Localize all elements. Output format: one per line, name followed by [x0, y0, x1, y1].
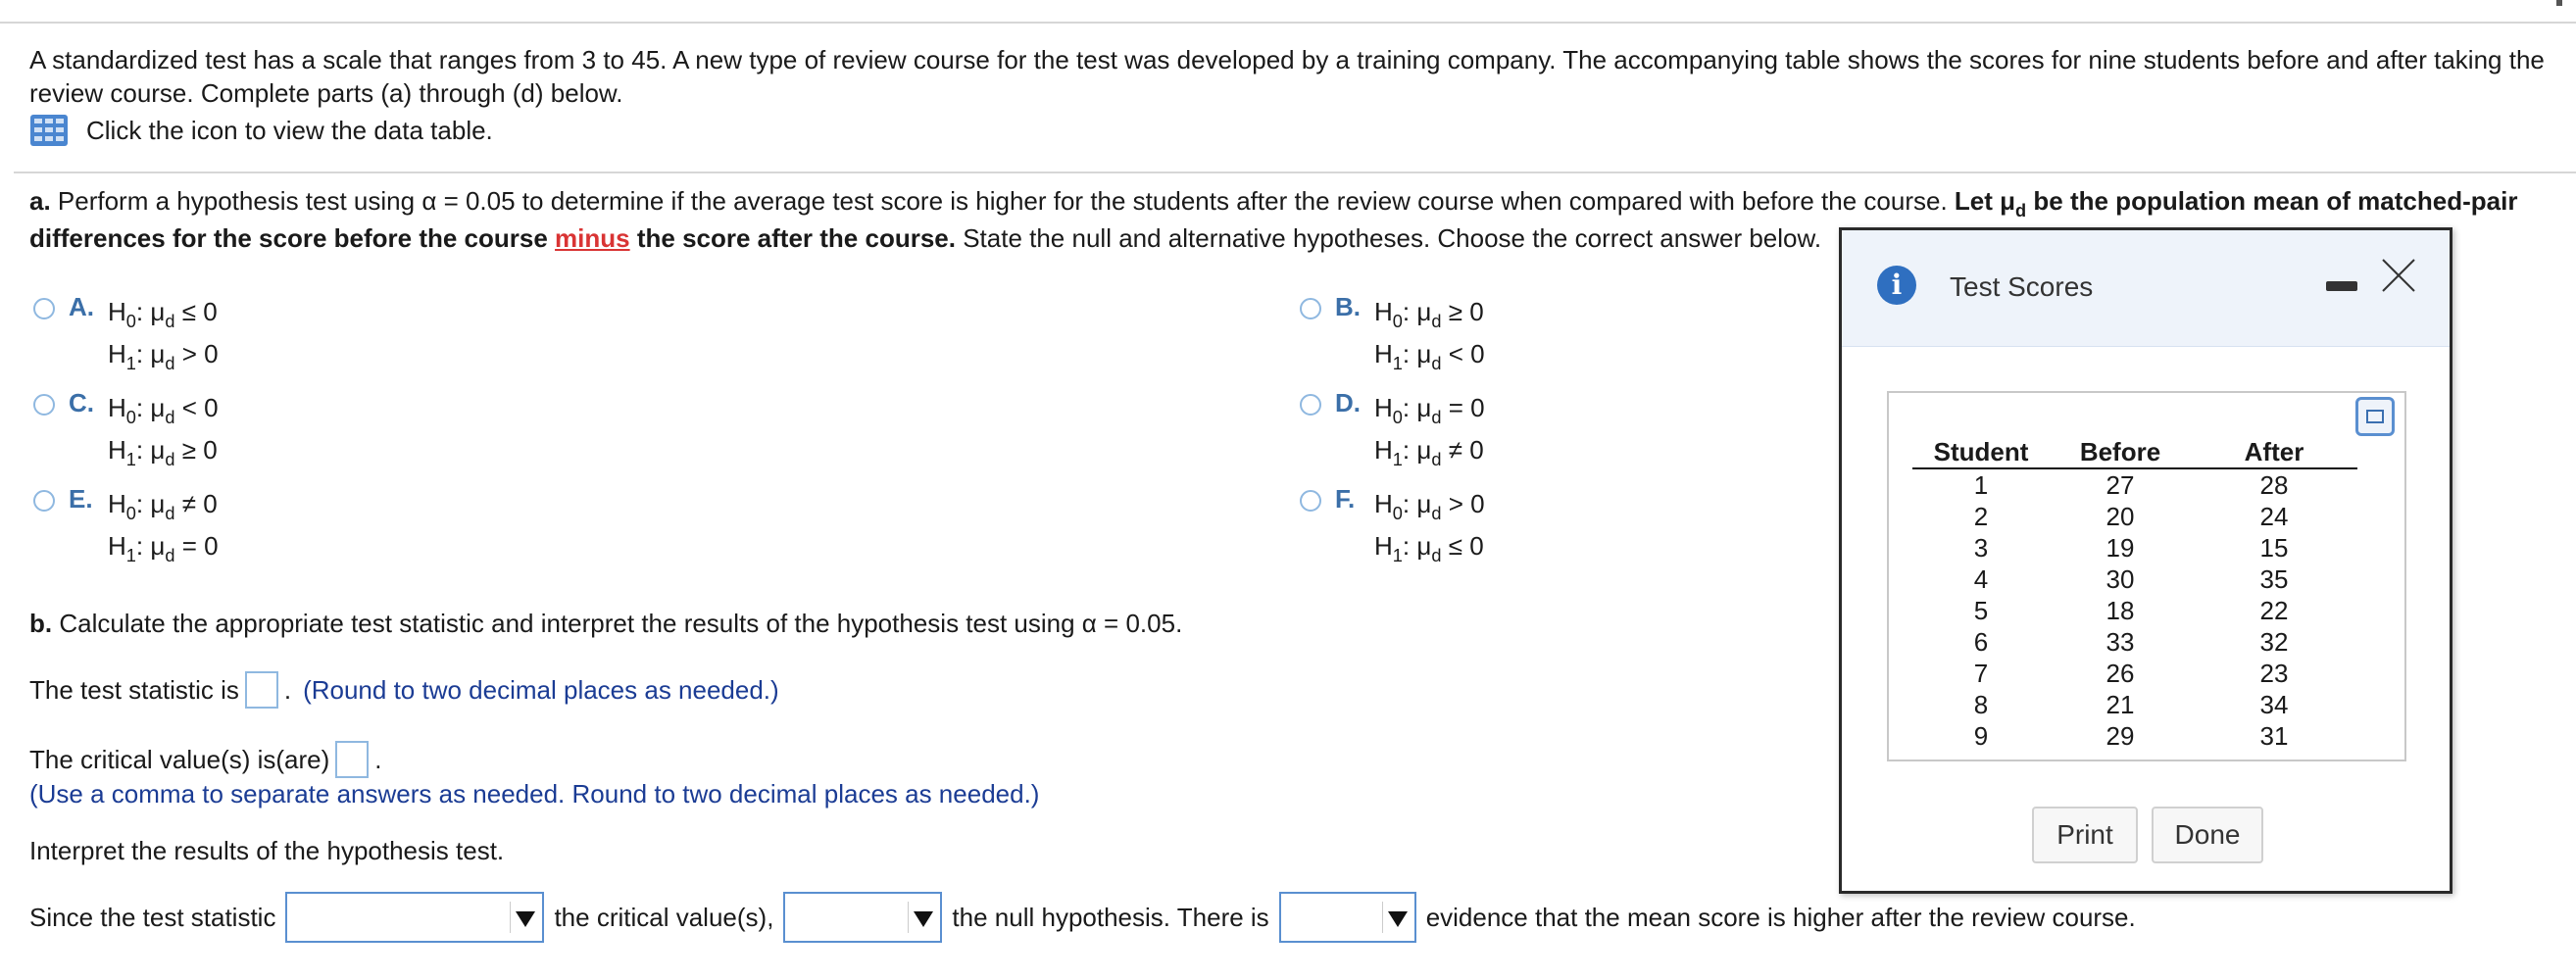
part-b-question — [29, 609, 1182, 639]
test-statistic-line — [29, 671, 779, 709]
table-row: 2 20 24 — [1973, 501, 2289, 531]
option-c-h1: ≥ 0 — [181, 435, 218, 465]
section-divider — [14, 172, 2576, 173]
option-d-hypotheses: $H_0$: $\mu_d = 0$ $H_1$: $\mu_d \ne 0$ — [1374, 393, 1485, 469]
option-f-h1: ≤ 0 — [1448, 531, 1484, 561]
table-row: 3 19 15 — [1973, 532, 2289, 563]
critical-value-input[interactable] — [335, 741, 369, 778]
part-a-bold2: be the population mean of matched-pair differences for the score before the course — [29, 186, 2518, 253]
option-a-radio[interactable] — [33, 298, 55, 319]
option-d-h1: ≠ 0 — [1448, 435, 1484, 465]
decision-dropdown[interactable] — [783, 892, 942, 943]
test-statistic-prefix: The test statistic is — [29, 674, 239, 705]
evidence-dropdown[interactable] — [1279, 892, 1416, 943]
option-f-letter: F. — [1335, 484, 1356, 514]
chevron-down-icon[interactable] — [908, 902, 936, 933]
option-e-hypotheses: $H_0$: $\mu_d \ne 0$ $H_1$: $\mu_d = 0$ — [108, 489, 219, 565]
question-intro: A standardized test has a scale that ranges from 3 to 45. A new type of review course for the test was developed by a training company. The accompanying table shows the scores for nine students before and after taking the review course. Complete parts (a) through (d) below. — [29, 45, 2545, 108]
option-f-h0: > 0 — [1448, 489, 1485, 518]
comparison-dropdown[interactable] — [285, 892, 544, 943]
table-row: 5 18 22 — [1973, 595, 2289, 625]
option-c-radio[interactable] — [33, 394, 55, 416]
option-b-hypotheses: $H_0$: $\mu_d \ge 0$ $H_1$: $\mu_d < 0$ — [1374, 297, 1485, 373]
chevron-down-icon[interactable] — [510, 902, 538, 933]
column-header-student: Student — [1912, 432, 2050, 468]
done-button[interactable]: Done — [2152, 807, 2263, 863]
option-a-hypotheses: $H_0$: $\mu_d \le 0$ $H_1$: $\mu_d > 0$ — [108, 297, 219, 373]
option-a-h0: ≤ 0 — [181, 297, 218, 326]
table-row: 8 21 34 — [1973, 689, 2289, 719]
print-button[interactable]: Print — [2032, 807, 2138, 863]
part-a-bold1: Let μ — [1954, 186, 2016, 216]
critical-value-note: (Use a comma to separate answers as needed. Round to two decimal places as needed.) — [29, 779, 1040, 808]
since-text-1: Since the test statistic — [29, 902, 276, 932]
table-row: 7 26 23 — [1973, 658, 2289, 688]
option-e-radio[interactable] — [33, 490, 55, 512]
option-b-radio[interactable] — [1300, 298, 1321, 319]
interpret-heading: Interpret the results of the hypothesis test. — [29, 836, 505, 865]
option-e-h1: = 0 — [181, 531, 219, 561]
copy-table-icon[interactable] — [2355, 397, 2395, 436]
since-text-2: the critical value(s), — [554, 902, 774, 932]
table-grid-icon[interactable] — [29, 114, 69, 147]
option-b-letter: B. — [1335, 292, 1361, 321]
part-a-bold3: the score after the course. — [629, 223, 956, 253]
conclusion-sentence — [29, 892, 2136, 943]
minimize-icon[interactable] — [2326, 281, 2357, 291]
table-row: 9 29 31 — [1973, 720, 2289, 751]
test-statistic-note: (Round to two decimal places as needed.) — [303, 674, 779, 705]
option-c-h0: < 0 — [181, 393, 219, 422]
option-d-h0: = 0 — [1448, 393, 1485, 422]
option-b-h0: ≥ 0 — [1448, 297, 1484, 326]
data-table-frame — [1887, 391, 2406, 761]
critical-value-prefix: The critical value(s) is(are) — [29, 744, 330, 774]
option-e[interactable] — [33, 484, 219, 568]
test-scores-popup — [1839, 227, 2452, 894]
table-row: 4 30 35 — [1973, 564, 2289, 594]
column-header-after: After — [2191, 432, 2357, 468]
test-statistic-input[interactable] — [245, 671, 278, 709]
critical-value-line — [29, 741, 382, 778]
info-icon: i — [1877, 266, 1916, 305]
option-f-radio[interactable] — [1300, 490, 1321, 512]
part-a-label: a. — [29, 186, 51, 216]
table-row: 6 33 32 — [1973, 626, 2289, 657]
option-b[interactable] — [1300, 292, 1485, 376]
option-c-letter: C. — [69, 388, 94, 417]
chevron-down-icon[interactable] — [1382, 902, 1411, 933]
critical-value-suffix: . — [374, 744, 382, 774]
since-text-3: the null hypothesis. There is — [952, 902, 1269, 932]
part-a-text1: Perform a hypothesis test using α = 0.05 to determine if the average test score is higher for the students after the review course when compared with before the course. — [50, 186, 1955, 216]
part-b-text: Calculate the appropriate test statistic and interpret the results of the hypothesis test using α = 0.05. — [52, 609, 1183, 638]
data-table-link-row[interactable] — [29, 114, 493, 147]
scores-table — [1912, 432, 2357, 752]
test-statistic-suffix: . — [283, 674, 292, 705]
option-d[interactable] — [1300, 388, 1485, 472]
option-c-hypotheses: $H_0$: $\mu_d < 0$ $H_1$: $\mu_d \ge 0$ — [108, 393, 219, 469]
option-e-letter: E. — [69, 484, 93, 514]
option-f[interactable] — [1300, 484, 1485, 568]
option-b-h1: < 0 — [1448, 339, 1485, 368]
part-b-label: b. — [29, 609, 53, 638]
option-c[interactable] — [33, 388, 219, 472]
column-header-before: Before — [2050, 432, 2191, 468]
table-row: 1 27 28 — [1973, 469, 2289, 500]
top-divider — [0, 22, 2576, 24]
part-a-text2: State the null and alternative hypotheses. Choose the correct answer below. — [955, 223, 1822, 253]
popup-title: Test Scores — [1950, 271, 2094, 302]
option-f-hypotheses: $H_0$: $\mu_d > 0$ $H_1$: $\mu_d \le 0$ — [1374, 489, 1485, 565]
corner-marker — [2556, 0, 2562, 6]
option-a[interactable] — [33, 292, 219, 376]
close-icon[interactable] — [2379, 256, 2418, 295]
table-header-row — [1912, 432, 2357, 468]
option-d-radio[interactable] — [1300, 394, 1321, 416]
since-text-4: evidence that the mean score is higher after the review course. — [1425, 902, 2136, 932]
option-d-letter: D. — [1335, 388, 1361, 417]
option-a-h1: > 0 — [181, 339, 219, 368]
option-e-h0: ≠ 0 — [181, 489, 218, 518]
data-table-link-text[interactable]: Click the icon to view the data table. — [86, 115, 493, 145]
part-a-bold-sub: d — [2015, 201, 2027, 220]
part-a-minus-word: minus — [555, 223, 630, 253]
popup-header — [1842, 230, 2450, 347]
option-a-letter: A. — [69, 292, 94, 321]
